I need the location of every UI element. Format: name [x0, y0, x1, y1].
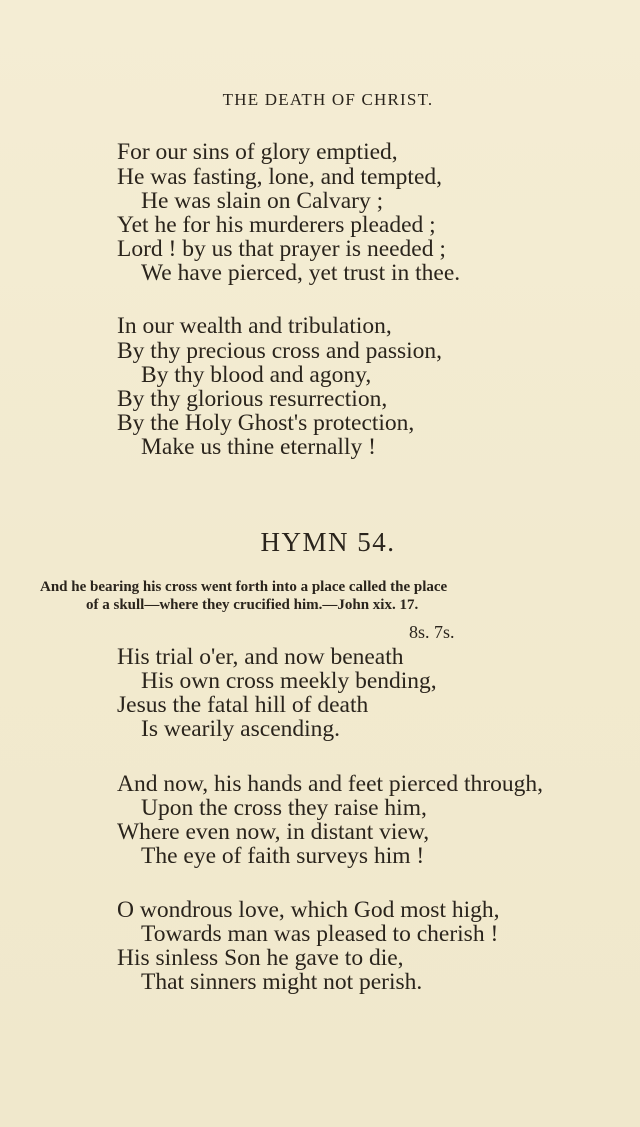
verse-line: In our wealth and tribulation, [117, 313, 392, 339]
verse-line: Where even now, in distant view, [117, 819, 430, 845]
verse-line: We have pierced, yet trust in thee. [141, 260, 461, 286]
epigraph-line: of a skull—where they crucified him.—John xix. 17. [86, 597, 419, 613]
running-head: THE DEATH OF CHRIST. [222, 90, 434, 109]
verse-line: By thy blood and agony, [141, 362, 372, 388]
hymn-title: HYMN 54. [260, 527, 396, 557]
verse-line: By thy precious cross and passion, [117, 338, 443, 364]
verse-line: Upon the cross they raise him, [141, 795, 427, 821]
verse-line: His own cross meekly bending, [141, 668, 437, 694]
verse-line: The eye of faith surveys him ! [141, 843, 425, 869]
verse-line: He was fasting, lone, and tempted, [117, 164, 442, 190]
verse-line: That sinners might not perish. [141, 969, 423, 995]
verse-line: He was slain on Calvary ; [141, 188, 384, 214]
verse-line: Make us thine eternally ! [141, 434, 376, 460]
verse-line: By thy glorious resurrection, [117, 386, 388, 412]
verse-line: By the Holy Ghost's protection, [117, 410, 415, 436]
verse-line: Towards man was pleased to cherish ! [141, 921, 499, 947]
verse-line: O wondrous love, which God most high, [117, 897, 500, 923]
verse-line: And now, his hands and feet pierced through, [117, 771, 543, 797]
meter-label: 8s. 7s. [409, 622, 455, 642]
epigraph-line: And he bearing his cross went forth into a place called the place [40, 579, 448, 595]
verse-line: Jesus the fatal hill of death [117, 692, 369, 718]
verse-line: For our sins of glory emptied, [117, 139, 398, 165]
verse-line: Lord ! by us that prayer is needed ; [117, 236, 446, 262]
verse-line: His trial o'er, and now beneath [117, 644, 404, 670]
verse-line: Yet he for his murderers pleaded ; [117, 212, 436, 238]
verse-line: Is wearily ascending. [141, 716, 341, 742]
verse-line: His sinless Son he gave to die, [117, 945, 404, 971]
